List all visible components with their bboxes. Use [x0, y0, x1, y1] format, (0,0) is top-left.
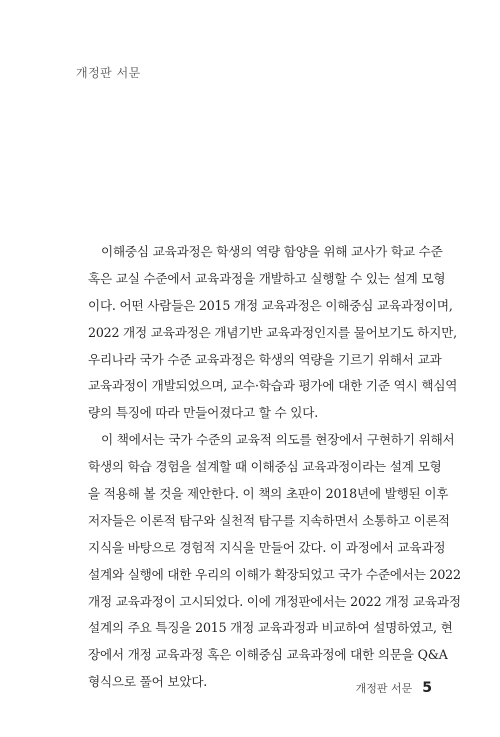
text-line: 설계의 주요 특징을 2015 개정 교육과정과 비교하여 설명하였고, 현: [88, 620, 453, 636]
paragraph: [88, 427, 461, 696]
text-line: 2022 개정 교육과정은 개념기반 교육과정인지를 물어보기도 하지만,: [88, 324, 457, 340]
body-text: [88, 239, 461, 696]
text-line: 저자들은 이론적 탐구와 실천적 탐구를 지속하면서 소통하고 이론적: [88, 512, 450, 528]
text-line: 개정 교육과정이 고시되었다. 이에 개정판에서는 2022 개정 교육과정: [88, 593, 461, 609]
text-line: 을 적용해 볼 것을 제안한다. 이 책의 초판이 2018년에 발행된 이후: [88, 486, 449, 502]
text-line: 설계와 실행에 대한 우리의 이해가 확장되었고 국가 수준에서는 2022: [88, 566, 461, 582]
text-line: 형식으로 풀어 보았다.: [88, 674, 208, 690]
paragraph: [88, 239, 458, 427]
text-line: 지식을 바탕으로 경험적 지식을 만들어 갔다. 이 과정에서 교육과정: [88, 539, 446, 555]
text-line: 이 책에서는 국가 수준의 교육적 의도를 현장에서 구현하기 위해서: [101, 432, 455, 448]
text-line: 혹은 교실 수준에서 교육과정을 개발하고 실행할 수 있는 설계 모형: [88, 270, 446, 286]
chapter-title: 개정판 서문: [76, 66, 141, 80]
text-line: 우리나라 국가 수준 교육과정은 학생의 역량을 기르기 위해서 교과: [88, 351, 442, 367]
text-line: 이해중심 교육과정은 학생의 역량 함양을 위해 교사가 학교 수준: [101, 244, 443, 259]
text-line: 학생의 학습 경험을 설계할 때 이해중심 교육과정이라는 설계 모형: [88, 459, 442, 475]
page-number: 5: [422, 680, 432, 696]
running-title: 개정판 서문: [355, 682, 413, 695]
text-line: 교육과정이 개발되었으며, 교수·학습과 평가에 대한 기준 역시 핵심역: [88, 378, 458, 394]
text-line: 량의 특징에 따라 만들어졌다고 할 수 있다.: [88, 405, 319, 421]
text-line: 장에서 개정 교육과정 혹은 이해중심 교육과정에 대한 의문을 Q&A: [88, 647, 448, 663]
text-line: 이다. 어떤 사람들은 2015 개정 교육과정은 이해중심 교육과정이며,: [88, 297, 453, 313]
page-footer: [356, 680, 432, 696]
